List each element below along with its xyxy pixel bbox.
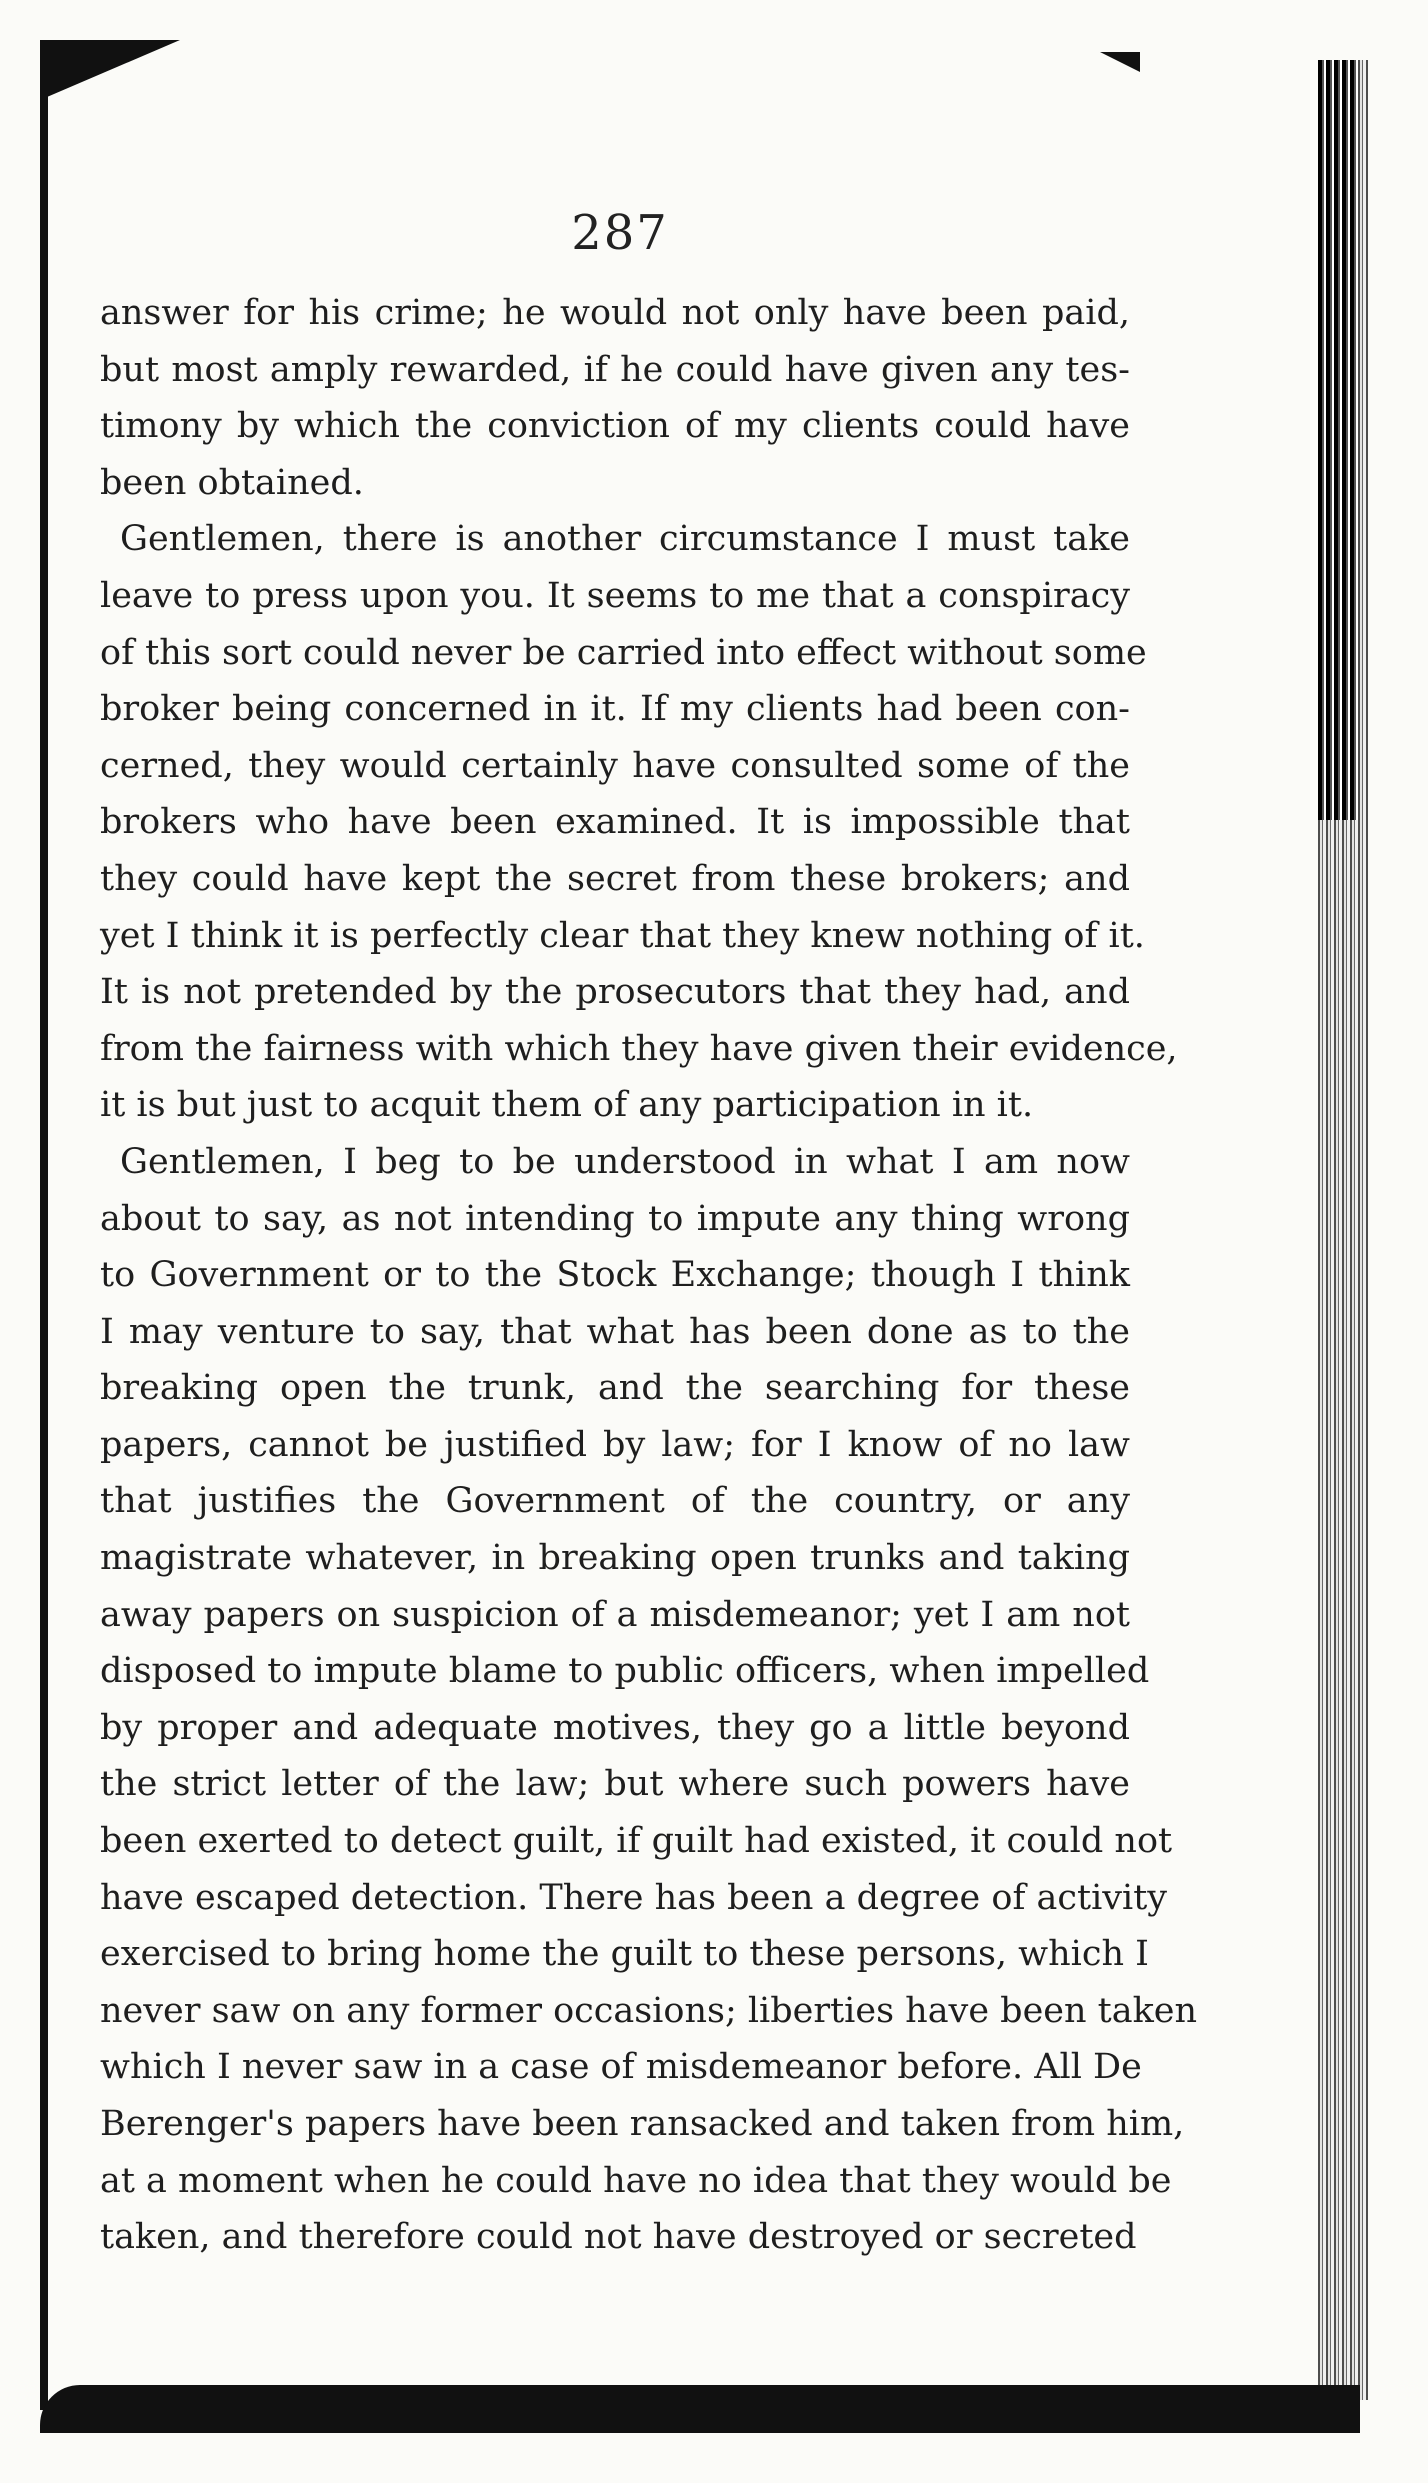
text-line: that justifies the Government of the country, or any	[100, 1481, 1130, 1522]
scan-edge-mark-top-right	[1100, 52, 1140, 72]
text-line: It is not pretended by the prosecutors that they had, and	[100, 972, 1130, 1013]
text-line: never saw on any former occasions; liberties have been taken	[100, 1990, 1198, 2031]
text-line: been obtained.	[100, 462, 364, 503]
text-line: but most amply rewarded, if he could have given any tes-	[100, 349, 1130, 390]
page-number: 287	[571, 205, 669, 261]
scan-edge-shadow-top-left	[40, 40, 180, 100]
text-line: I may venture to say, that what has been done as to the	[100, 1311, 1130, 1352]
text-line: papers, cannot be justified by law; for I know of no law	[100, 1424, 1130, 1465]
text-line: they could have kept the secret from these brokers; and	[100, 858, 1130, 899]
text-line: brokers who have been examined. It is impossible that	[100, 802, 1130, 843]
text-line: which I never saw in a case of misdemeanor before. All De	[100, 2047, 1142, 2088]
text-line: disposed to impute blame to public officers, when impelled	[100, 1651, 1150, 1692]
scan-edge-shadow-left	[40, 90, 48, 2410]
text-line: the strict letter of the law; but where such powers have	[100, 1764, 1130, 1805]
text-line: magistrate whatever, in breaking open trunks and taking	[100, 1538, 1130, 1579]
text-line: from the fairness with which they have given their evidence,	[100, 1028, 1178, 1069]
text-line: cerned, they would certainly have consulted some of the	[100, 745, 1130, 786]
text-line: leave to press upon you. It seems to me that a conspiracy	[100, 575, 1130, 616]
text-line: about to say, as not intending to impute any thing wrong	[100, 1198, 1130, 1239]
scan-edge-shadow-right-top	[1318, 60, 1358, 820]
text-line: Berenger's papers have been ransacked and taken from him,	[100, 2104, 1185, 2144]
text-line: away papers on suspicion of a misdemeanor; yet I am not	[100, 1594, 1130, 1635]
text-line: answer for his crime; he would not only have been paid,	[100, 293, 1130, 333]
text-line: by proper and adequate motives, they go a little beyond	[100, 1707, 1130, 1748]
text-line: exercised to bring home the guilt to these persons, which I	[100, 1934, 1149, 1975]
scan-edge-shadow-bottom	[40, 2385, 1360, 2433]
text-line: taken, and therefore could not have destroyed or secreted	[100, 2217, 1137, 2258]
text-line: at a moment when he could have no idea that they would be	[100, 2160, 1172, 2201]
body-text	[100, 285, 1198, 2266]
text-line: have escaped detection. There has been a degree of activity	[100, 1877, 1168, 1918]
text-line: been exerted to detect guilt, if guilt had existed, it could not	[100, 1821, 1173, 1862]
text-line: broker being concerned in it. If my clients had been con-	[100, 689, 1130, 730]
text-line: timony by which the conviction of my clients could have	[100, 406, 1130, 447]
text-line: Gentlemen, I beg to be understood in what I am now	[120, 1141, 1130, 1182]
text-line: breaking open the trunk, and the searching for these	[100, 1368, 1130, 1409]
text-line: Gentlemen, there is another circumstance I must take	[120, 519, 1130, 560]
text-line: of this sort could never be carried into effect without some	[100, 632, 1147, 673]
text-line: yet I think it is perfectly clear that they knew nothing of it.	[100, 915, 1145, 956]
text-line: to Government or to the Stock Exchange; though I think	[100, 1255, 1130, 1296]
text-line: it is but just to acquit them of any participation in it.	[100, 1085, 1034, 1126]
